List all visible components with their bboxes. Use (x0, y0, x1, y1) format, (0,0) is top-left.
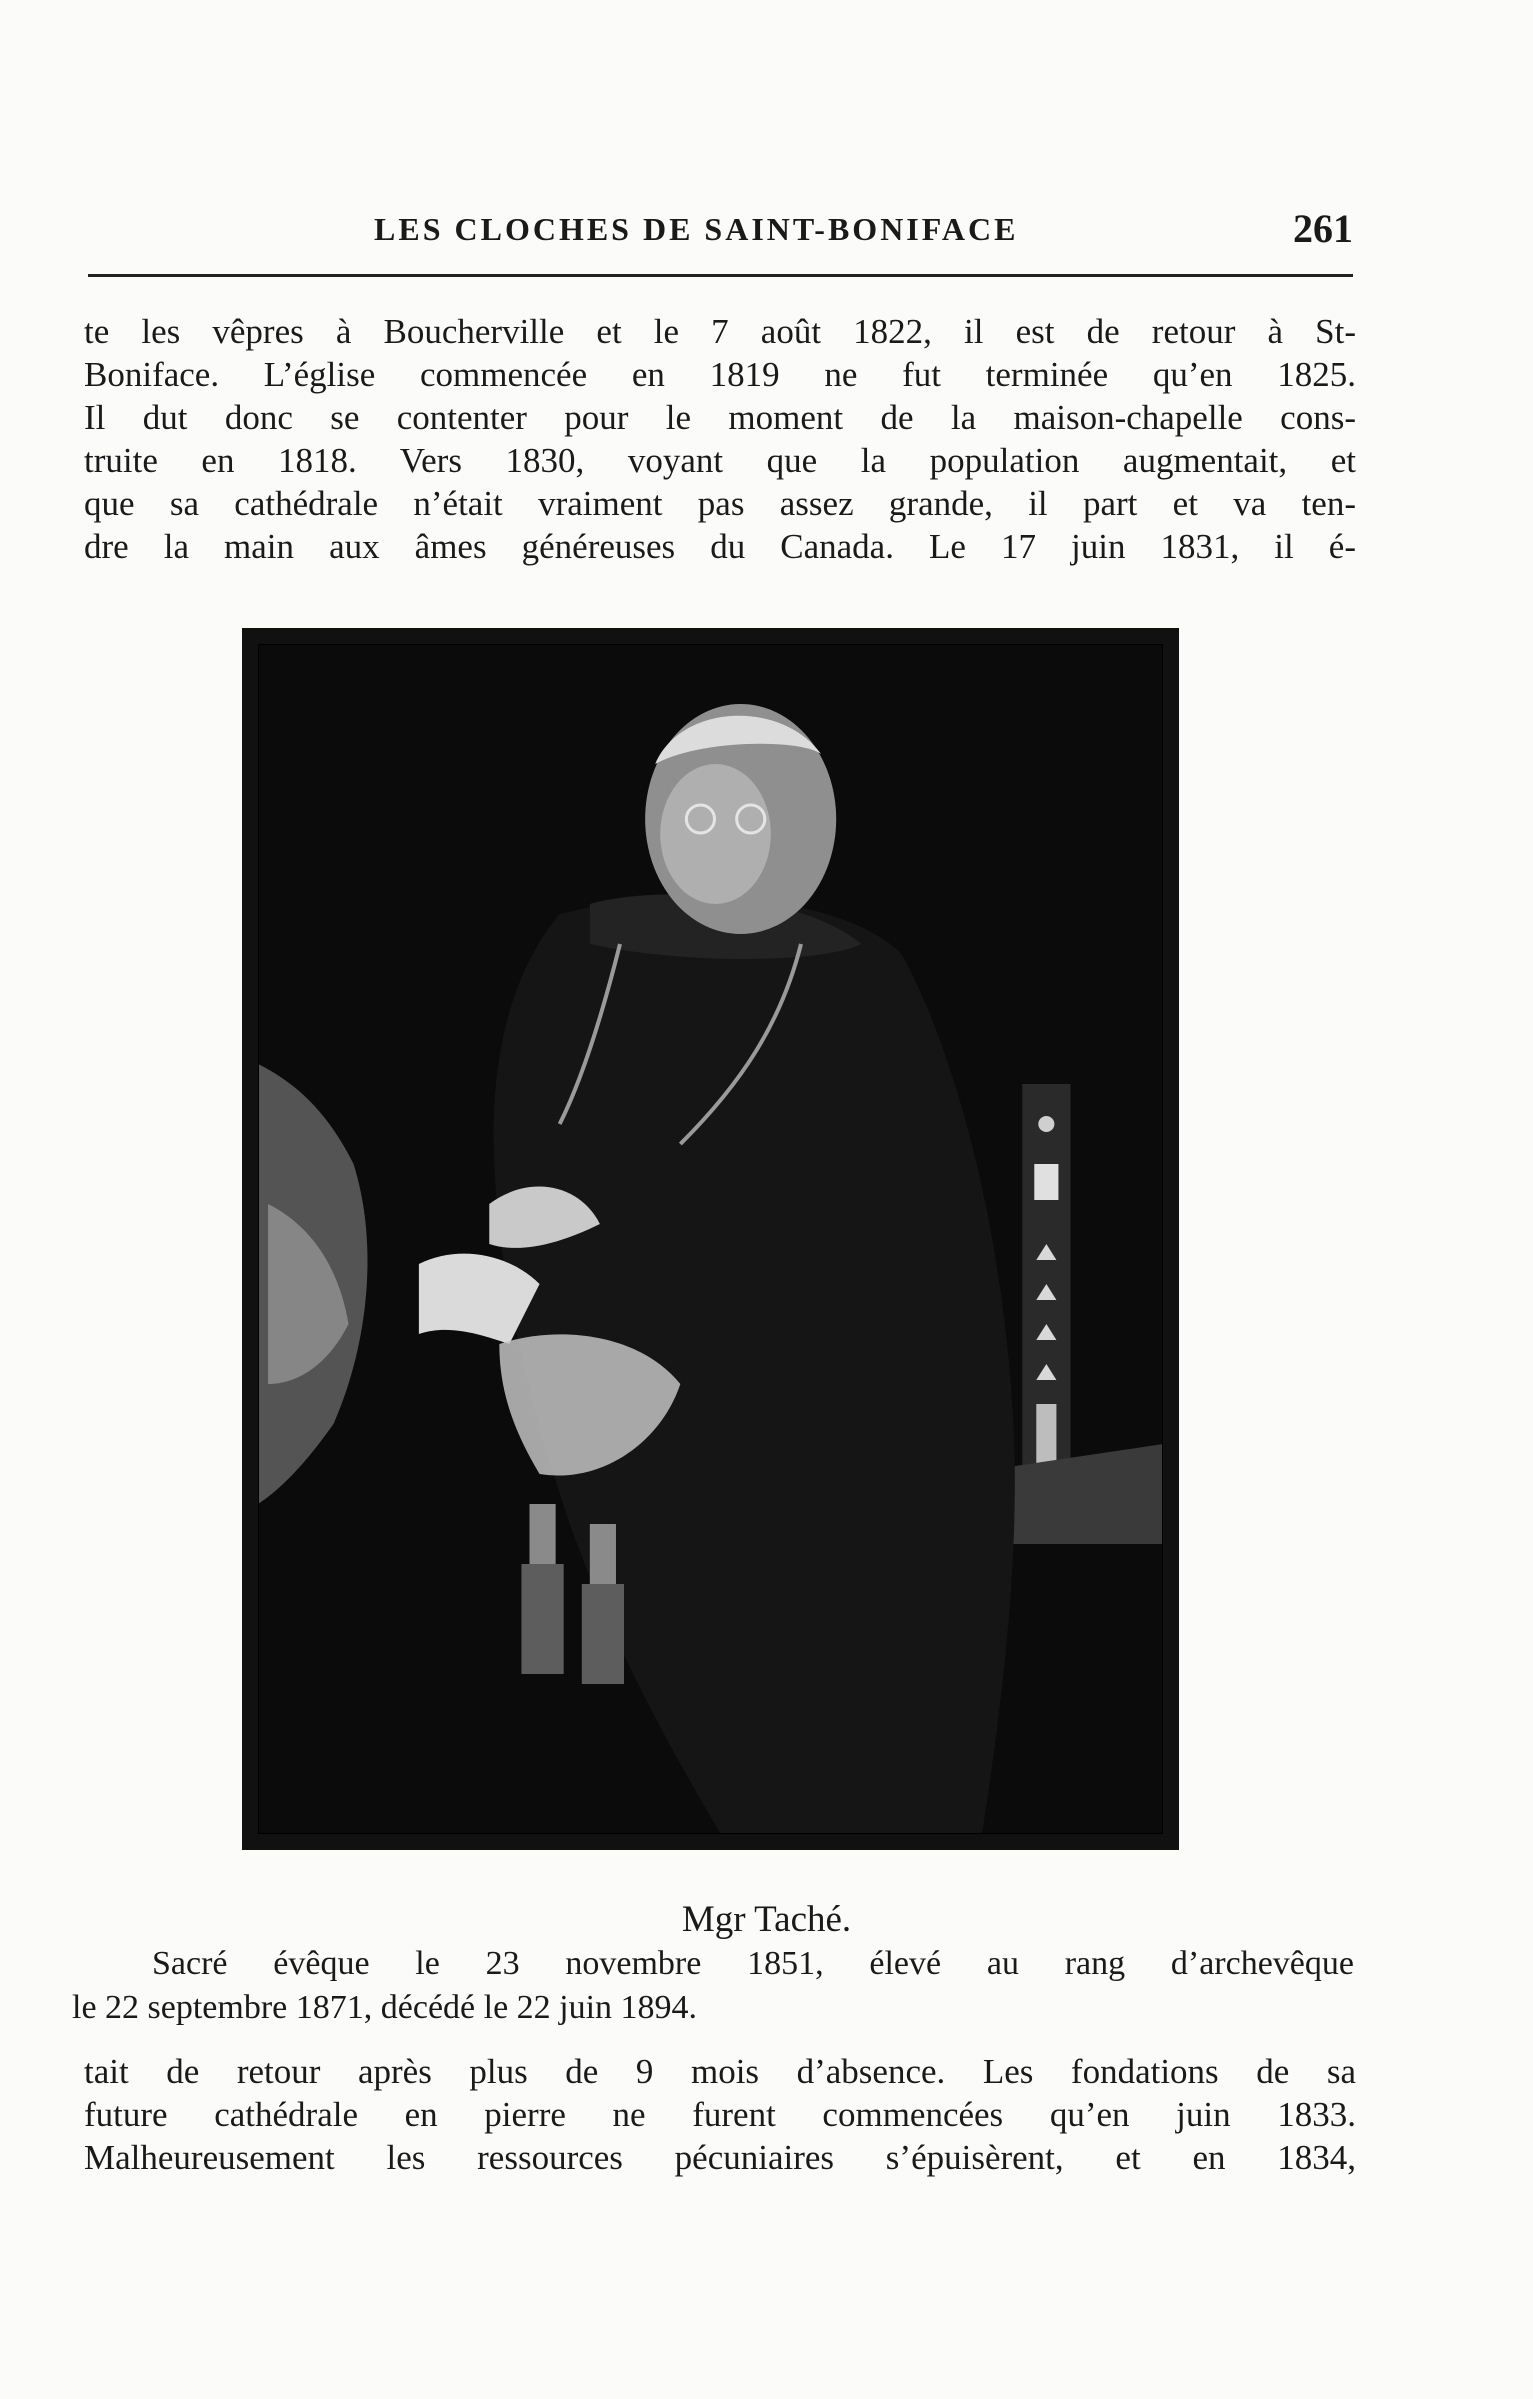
text-line: que sa cathédrale n’était vraiment pas assez grande, il part et va ten- (84, 484, 1356, 523)
top-paragraph (84, 310, 1356, 568)
figure-caption-body (72, 1942, 1354, 2030)
text-line: te les vêpres à Boucherville et le 7 août 1822, il est de retour à St- (84, 312, 1356, 351)
text-line: tait de retour après plus de 9 mois d’absence. Les fondations de sa (84, 2052, 1356, 2091)
page-number: 261 (1293, 206, 1353, 251)
header-rule (88, 274, 1353, 277)
portrait-illustration (258, 644, 1163, 1834)
text-line: Boniface. L’église commencée en 1819 ne fut terminée qu’en 1825. (84, 355, 1356, 394)
running-title: LES CLOCHES DE SAINT-BONIFACE (374, 211, 1019, 247)
text-line: Malheureusement les ressources pécuniaires s’épuisèrent, et en 1834, (84, 2138, 1356, 2177)
text-line: dre la main aux âmes généreuses du Canada. Le 17 juin 1831, il é- (84, 527, 1356, 566)
running-head (88, 205, 1353, 255)
text-line: Il dut donc se contenter pour le moment de la maison-chapelle cons- (84, 398, 1356, 437)
caption-line: Sacré évêque le 23 novembre 1851, élevé au rang d’archevêque (152, 1945, 1354, 1982)
text-line: truite en 1818. Vers 1830, voyant que la population augmentait, et (84, 441, 1356, 480)
bottom-paragraph (84, 2050, 1356, 2179)
text-line: future cathédrale en pierre ne furent commencées qu’en juin 1833. (84, 2095, 1356, 2134)
portrait-figure (242, 628, 1179, 1850)
caption-line: le 22 septembre 1871, décédé le 22 juin 1894. (72, 1989, 698, 2026)
figure-caption-title: Mgr Taché. (681, 1899, 852, 1940)
portrait-photo (258, 644, 1163, 1834)
